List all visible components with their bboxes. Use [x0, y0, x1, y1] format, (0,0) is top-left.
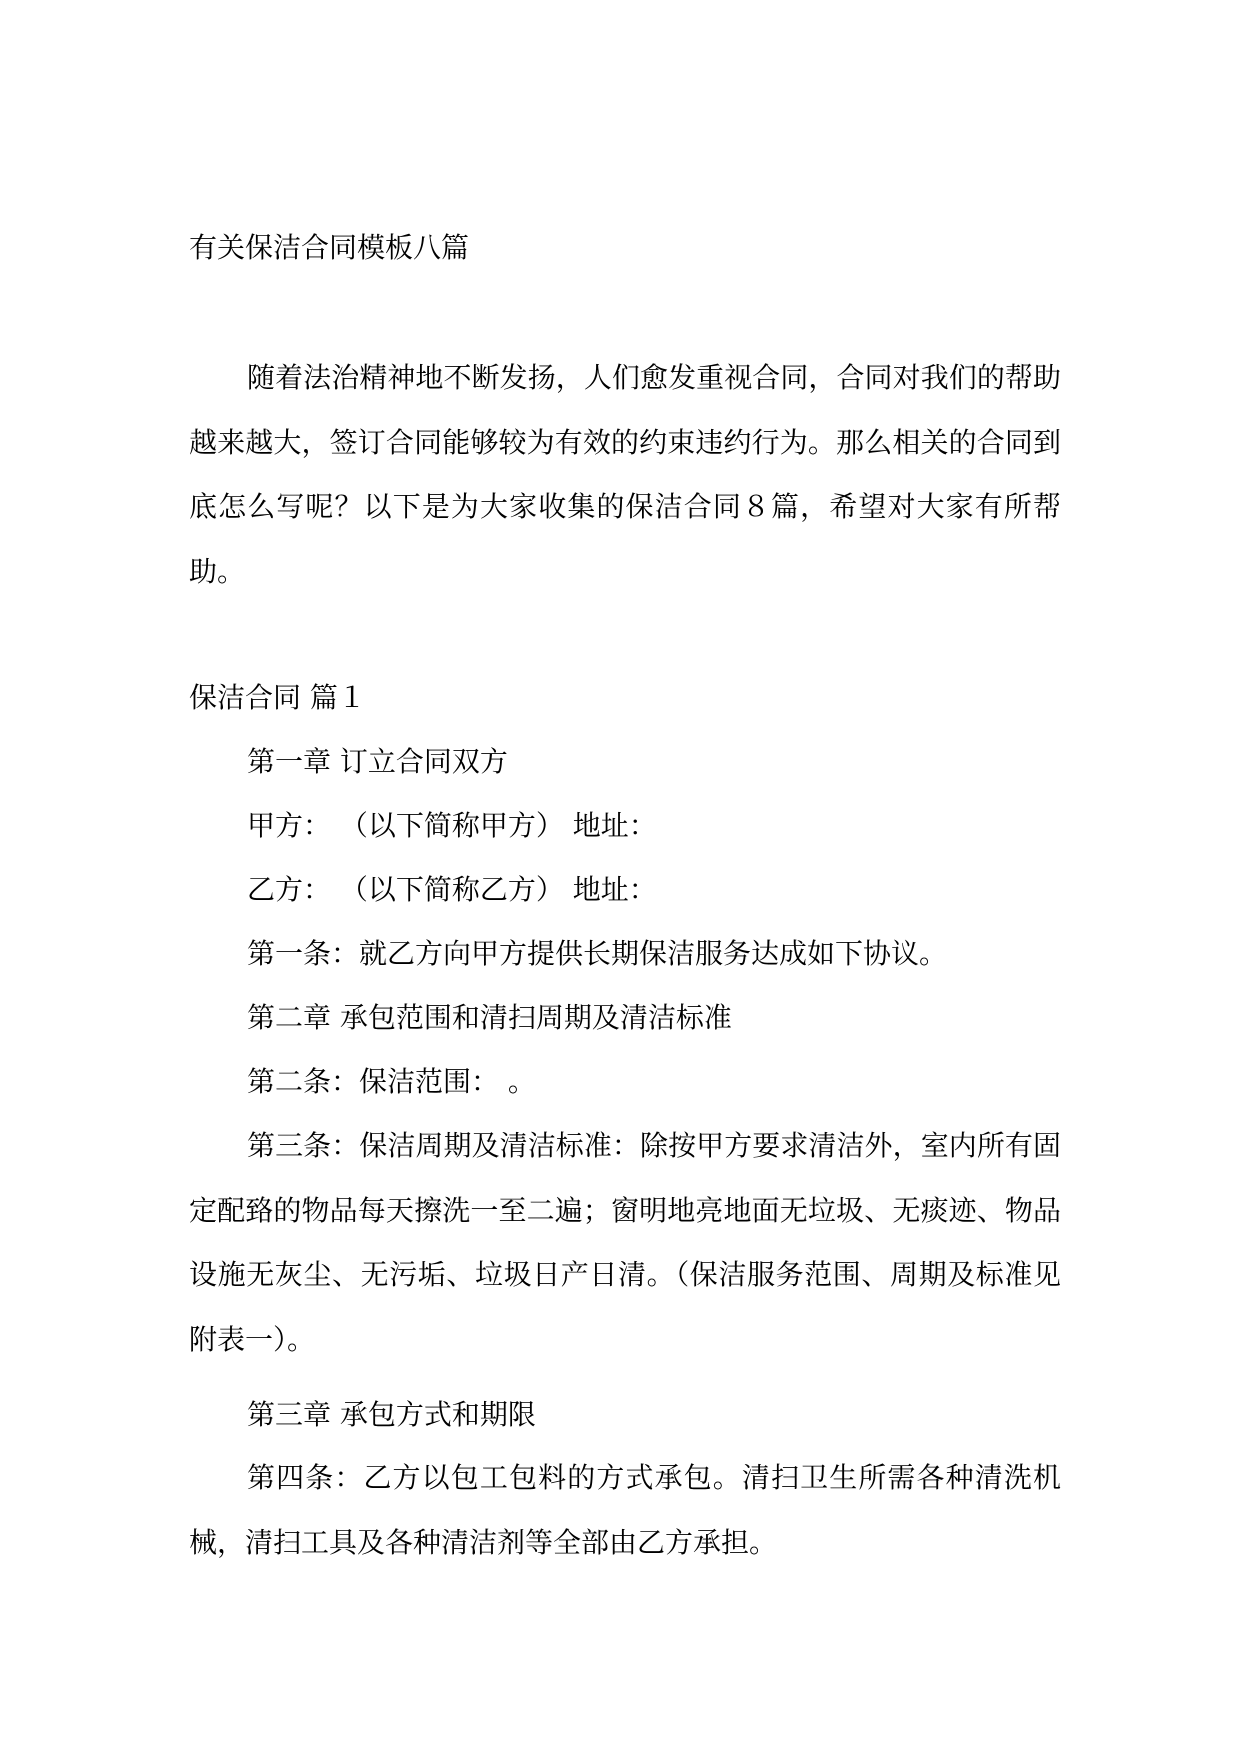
chapter-1-heading: 第一章 订立合同双方	[247, 745, 508, 778]
party-b-line: 乙方： （以下简称乙方） 地址：	[247, 873, 657, 906]
document-title: 有关保洁合同模板八篇	[189, 231, 470, 264]
article-1: 第一条：就乙方向甲方提供长期保洁服务达成如下协议。	[247, 937, 948, 970]
article-3-paragraph: 第三条：保洁周期及清洁标准：除按甲方要求清洁外，室内所有固定配臵的物品每天擦洗一至二遍；窗明地亮地面无垃圾、无痰迹、物品设施无灰尘、无污垢、垃圾日产日清。（保洁服务范围、周期及标准见附表一）。	[189, 1129, 1061, 1356]
chapter-3-heading: 第三章 承包方式和期限	[247, 1398, 536, 1431]
chapter-2-heading: 第二章 承包范围和清扫周期及清洁标准	[247, 1001, 732, 1034]
article-4-paragraph: 第四条：乙方以包工包料的方式承包。清扫卫生所需各种清洗机械，清扫工具及各种清洁剂等全部由乙方承担。	[189, 1461, 1061, 1559]
intro-paragraph: 随着法治精神地不断发扬，人们愈发重视合同，合同对我们的帮助越来越大，签订合同能够较为有效的约束违约行为。那么相关的合同到底怎么写呢？以下是为大家收集的保洁合同８篇，希望对大家有所帮助。	[189, 361, 1061, 588]
section-heading: 保洁合同 篇１	[189, 681, 366, 714]
article-2: 第二条：保洁范围： 。	[247, 1065, 536, 1098]
party-a-line: 甲方： （以下简称甲方） 地址：	[247, 809, 657, 842]
